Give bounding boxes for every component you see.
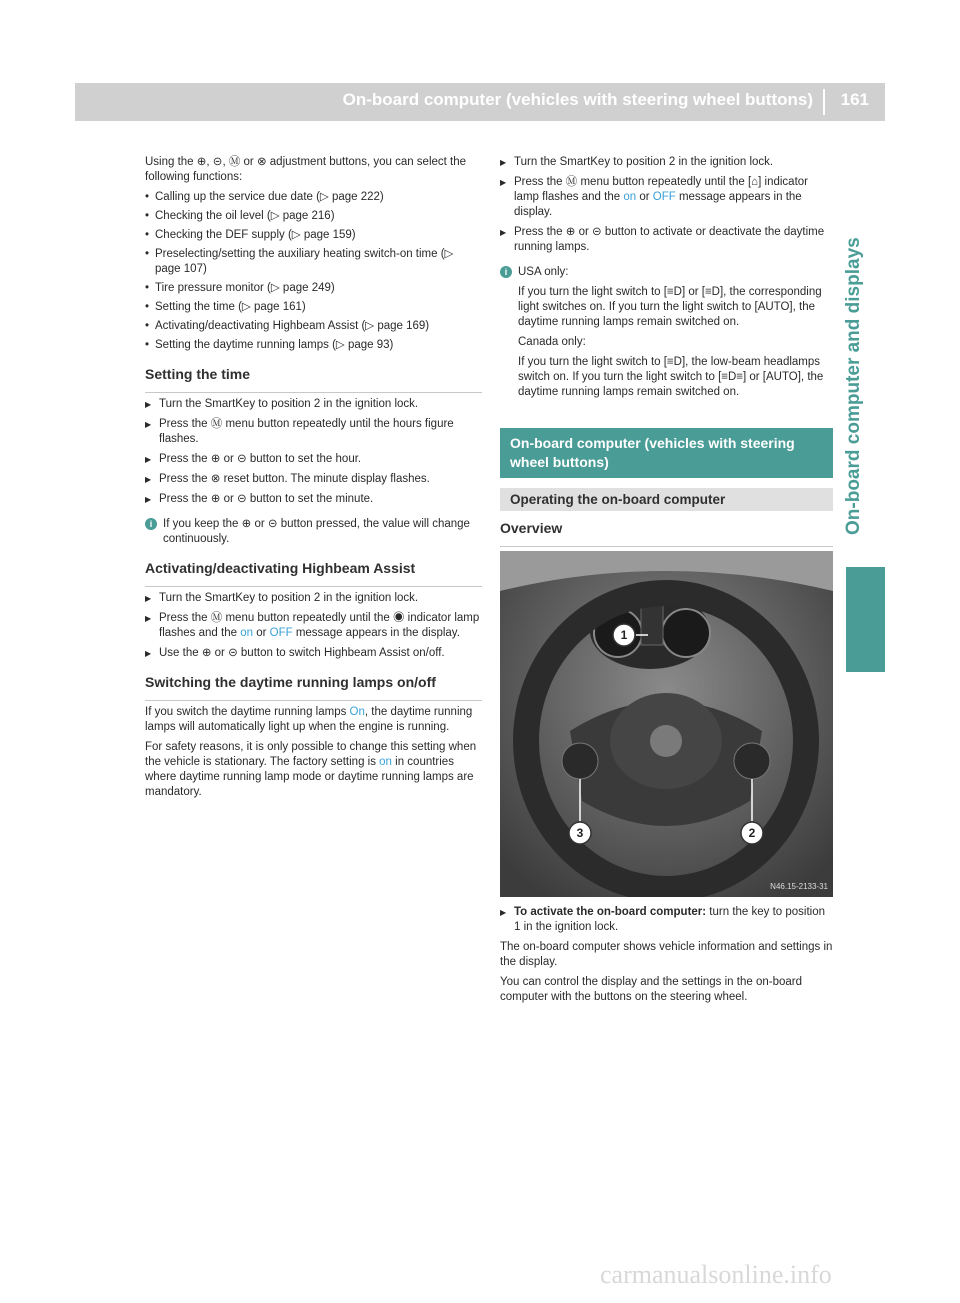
heading-setting-time: Setting the time [145, 367, 482, 393]
list-item: • Checking the oil level (▷ page 216) [145, 209, 482, 224]
list-item: • Preselecting/setting the auxiliary heating switch-on time (▷ page 107) [145, 247, 482, 277]
or-text: or [253, 627, 270, 639]
page-number: 161 [840, 90, 869, 109]
step: ▶ Turn the SmartKey to position 2 in the ignition lock. [500, 155, 833, 170]
paragraph: The on-board computer shows vehicle information and settings in the display. [500, 941, 833, 968]
function-list [145, 190, 482, 353]
usa-text: If you turn the light switch to [≡D] or [≡D], the corresponding light switches on. If you turn the light switch to [AUTO], the daytime running lamps remain switched on. [518, 286, 822, 328]
heading-highbeam-assist: Activating/deactivating Highbeam Assist [145, 561, 482, 587]
or-text: or [636, 191, 653, 203]
paragraph-text: , the daytime running lamps will automatically light up when the engine is running. [145, 706, 473, 733]
heading-overview: Overview [500, 521, 833, 547]
step [500, 175, 833, 220]
paragraph [145, 740, 482, 800]
list-item: • Calling up the service due date (▷ page 222) [145, 190, 482, 205]
list-item: • Checking the DEF supply (▷ page 159) [145, 228, 482, 243]
header-separator [823, 89, 825, 115]
daytime-lamp-indicator-icon: [⌂] [747, 176, 762, 188]
step: ▶ Press the ⊕ or ⊝ button to set the minute. [145, 492, 482, 507]
on-label: on [379, 756, 392, 768]
canada-text: If you turn the light switch to [≡D], the low-beam headlamps switch on. If you turn the light switch to [≡D≡] or [AUTO], the daytime running lamps remain switched on. [518, 356, 824, 398]
step: ▶ Use the ⊕ or ⊝ button to switch Highbeam Assist on/off. [145, 646, 482, 661]
callout-2: 2 [748, 826, 756, 840]
on-label: on [240, 627, 253, 639]
info-icon: i [500, 266, 512, 278]
list-item: • Setting the daytime running lamps (▷ page 93) [145, 338, 482, 353]
on-label: on [623, 191, 637, 203]
step-bold: To activate the on-board computer: [514, 906, 707, 918]
paragraph-text: If you switch the daytime running lamps [145, 706, 350, 718]
step [500, 905, 833, 935]
info-icon: i [145, 518, 157, 530]
canada-label: Canada only: [518, 336, 586, 348]
list-item: • Tire pressure monitor (▷ page 249) [145, 281, 482, 296]
step-text: message appears in the display. [292, 627, 460, 639]
step-text: Press the Ⓜ menu button repeatedly until the [159, 612, 393, 624]
side-tab-label: On-board computer and displays [843, 237, 864, 535]
photo-code: N46.15-2133-31 [770, 882, 828, 891]
step: ▶ Press the ⊗ reset button. The minute display flashes. [145, 472, 482, 487]
off-label: OFF [652, 191, 676, 203]
section-title: On-board computer (vehicles with steering wheel buttons) [500, 428, 833, 478]
info-note [500, 265, 833, 400]
side-tab-block [846, 567, 885, 672]
step-text: message appears in the display. [514, 191, 802, 218]
step-text: turn the key to position 1 in the ignition lock. [514, 906, 826, 933]
left-column [145, 155, 482, 805]
paragraph: You can control the display and the settings in the on-board computer with the buttons on the steering wheel. [500, 976, 802, 1003]
watermark: carmanualsonline.info [600, 1260, 832, 1289]
paragraph [145, 705, 482, 735]
subsection-title: Operating the on-board computer [500, 488, 833, 511]
intro-text: Using the ⊕, ⊝, Ⓜ or ⊗ adjustment buttons, you can select the following functions: [145, 156, 467, 183]
callout-3: 3 [576, 826, 584, 840]
callout-1: 1 [620, 628, 628, 642]
steering-wheel-illustration [500, 551, 833, 897]
list-item: • Activating/deactivating Highbeam Assist (▷ page 169) [145, 319, 482, 334]
step: ▶ Press the ⊕ or ⊝ button to activate or deactivate the daytime running lamps. [500, 225, 833, 255]
list-item: • Setting the time (▷ page 161) [145, 300, 482, 315]
highbeam-indicator-icon: ◉ [392, 612, 405, 624]
heading-daytime-running-lamps: Switching the daytime running lamps on/off [145, 675, 482, 701]
step: ▶ Press the Ⓜ menu button repeatedly until the hours figure flashes. [145, 417, 482, 447]
step: ▶ Turn the SmartKey to position 2 in the ignition lock. [145, 397, 482, 412]
paragraph-text: in countries where daytime running lamp mode or daytime running lamps are mandatory. [145, 756, 474, 798]
paragraph-text: For safety reasons, it is only possible to change this setting when the vehicle is stationary. The factory setting is [145, 741, 477, 768]
right-column [500, 155, 833, 1010]
step-text: indicator lamp flashes and the [159, 612, 480, 639]
step-text: Press the Ⓜ menu button repeatedly until the [514, 176, 748, 188]
usa-label: USA only: [518, 266, 569, 278]
on-label: On [349, 706, 365, 718]
step: ▶ Turn the SmartKey to position 2 in the ignition lock. [145, 591, 482, 606]
step: ▶ Press the ⊕ or ⊝ button to set the hour. [145, 452, 482, 467]
page-header [75, 83, 885, 121]
info-note-text: If you keep the ⊕ or ⊝ button pressed, the value will change continuously. [163, 518, 470, 545]
step-text: indicator lamp flashes and the [514, 176, 808, 203]
step [145, 611, 482, 641]
off-label: OFF [269, 627, 293, 639]
steering-wheel-photo [500, 551, 833, 897]
header-title: On-board computer (vehicles with steering wheel buttons) [342, 90, 813, 109]
info-note [145, 517, 482, 547]
